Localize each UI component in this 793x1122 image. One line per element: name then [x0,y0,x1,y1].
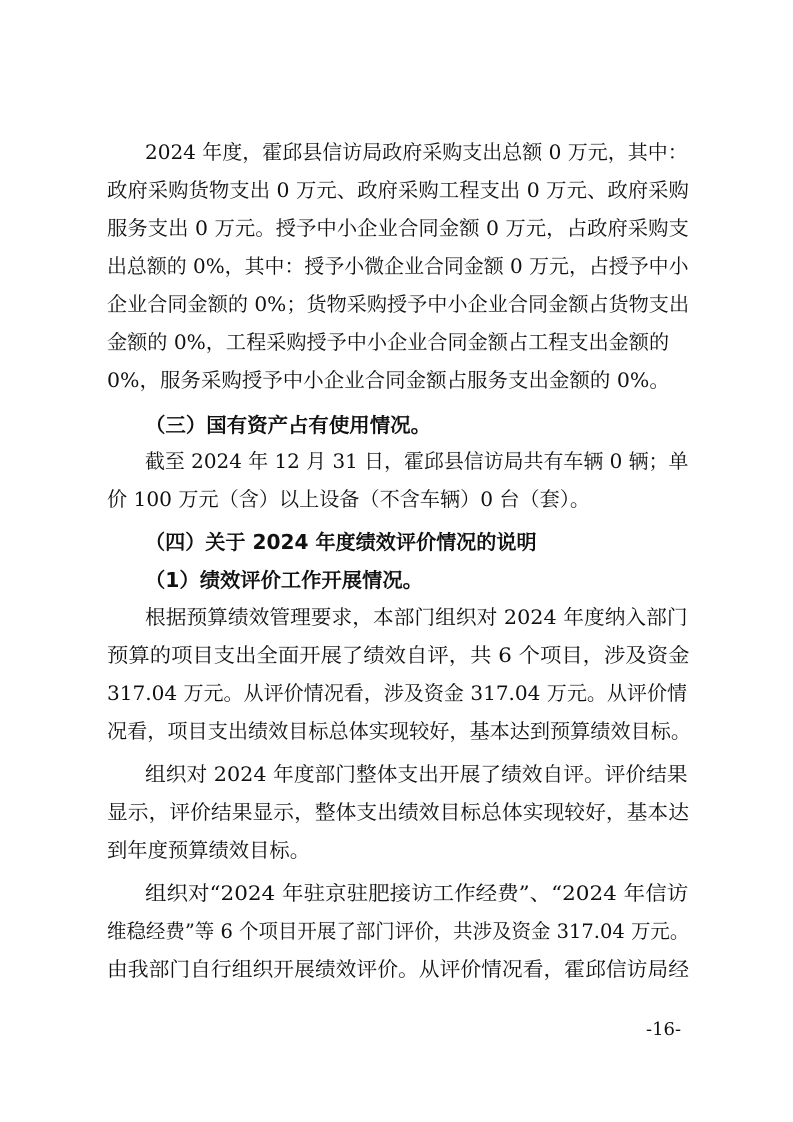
paragraph-line: 0%，服务采购授予中小企业合同金额占服务支出金额的 0%。 [107,368,670,392]
paragraph-line: 组织对“2024 年驻京驻肥接访工作经费”、“2024 年信访 [145,881,689,905]
paragraph-line: 由我部门自行组织开展绩效评价。从评价情况看，霍邱信访局经 [107,957,689,981]
page-number: -16- [646,1019,682,1040]
paragraph-line: 根据预算绩效管理要求，本部门组织对 2024 年度纳入部门 [145,605,688,629]
section-heading: （三）国有资产占有使用情况。 [145,413,431,437]
paragraph-line: 组织对 2024 年度部门整体支出开展了绩效自评。评价结果 [145,762,688,786]
paragraph-line: 维稳经费”等 6 个项目开展了部门评价，共涉及资金 317.04 万元。 [107,919,690,943]
section-heading: （四）关于 2024 年度绩效评价情况的说明 [145,530,537,554]
paragraph-line: 价 100 万元（含）以上设备（不含车辆）0 台（套）。 [107,487,590,511]
paragraph-line: 2024 年度，霍邱县信访局政府采购支出总额 0 万元，其中： [145,140,688,164]
paragraph-line: 317.04 万元。从评价情况看，涉及资金 317.04 万元。从评价情 [107,681,688,705]
paragraph-line: 预算的项目支出全面开展了绩效自评，共 6 个项目，涉及资金 [107,643,690,667]
paragraph-line: 到年度预算绩效目标。 [107,838,310,862]
paragraph-line: 显示，评价结果显示，整体支出绩效目标总体实现较好，基本达 [107,800,689,824]
paragraph-line: 出总额的 0%，其中：授予小微企业合同金额 0 万元，占授予中小 [107,254,689,278]
paragraph-line: 政府采购货物支出 0 万元、政府采购工程支出 0 万元、政府采购 [107,178,689,202]
paragraph-line: 服务支出 0 万元。授予中小企业合同金额 0 万元，占政府采购支 [107,216,689,240]
section-heading: （1）绩效评价工作开展情况。 [145,568,423,592]
paragraph-line: 金额的 0%，工程采购授予中小企业合同金额占工程支出金额的 [107,330,670,354]
paragraph-line: 截至 2024 年 12 月 31 日，霍邱县信访局共有车辆 0 辆；单 [145,449,689,473]
paragraph-line: 企业合同金额的 0%；货物采购授予中小企业合同金额占货物支出 [107,292,690,316]
paragraph-line: 况看，项目支出绩效目标总体实现较好，基本达到预算绩效目标。 [107,719,691,743]
